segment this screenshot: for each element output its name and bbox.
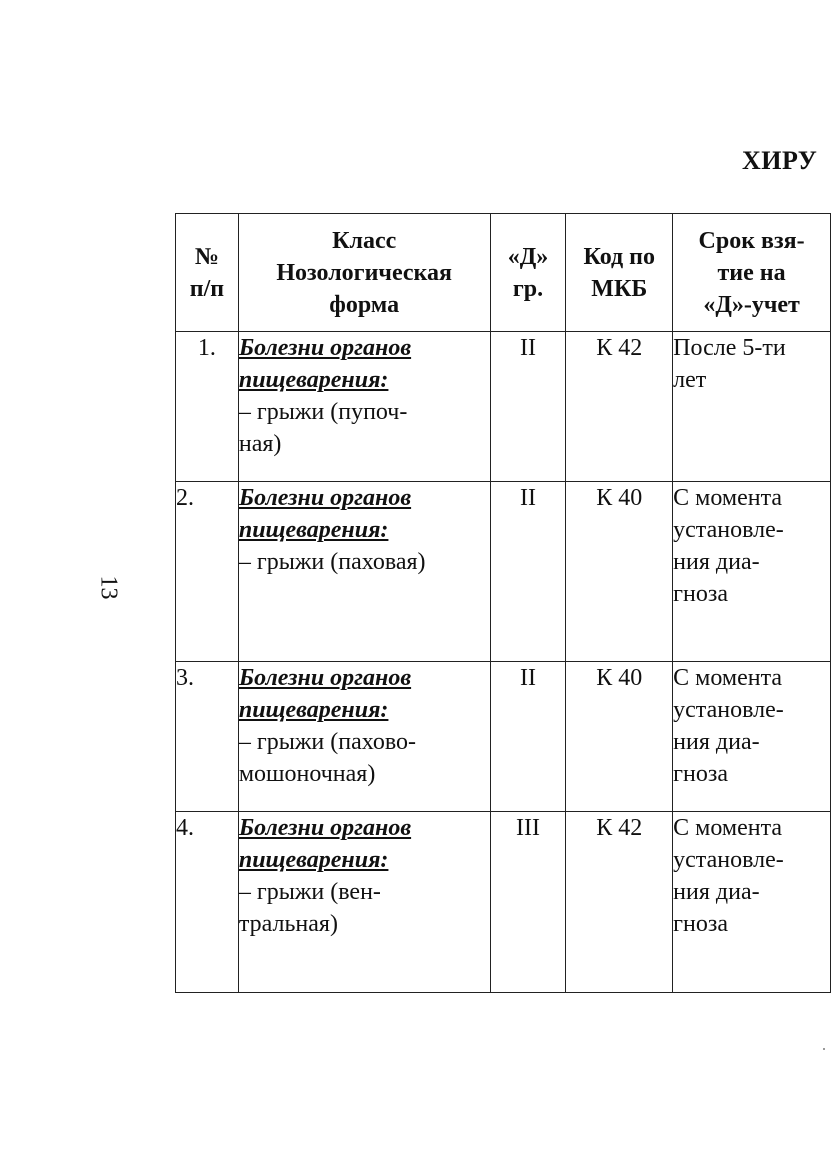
- row-class: [238, 662, 490, 812]
- table-row: [176, 662, 831, 812]
- row-number: 3.: [176, 662, 239, 812]
- nosological-form: – грыжи (пупоч- ная): [238, 399, 408, 457]
- header-group: «Д» гр.: [490, 214, 566, 332]
- table-row: [176, 812, 831, 993]
- header-class: Класс Нозологическая форма: [238, 214, 490, 332]
- row-group: II: [490, 332, 566, 482]
- table-row: [176, 332, 831, 482]
- class-title: Болезни органов пищеварения:: [238, 485, 412, 543]
- class-title: Болезни органов пищеварения:: [238, 335, 412, 393]
- dispensary-table: [175, 213, 831, 993]
- row-class: [238, 482, 490, 662]
- section-heading: ХИРУ: [742, 146, 818, 175]
- row-term: С момента установле- ния диа- гноза: [673, 662, 831, 812]
- nosological-form: – грыжи (пахово- мошоночная): [238, 729, 416, 787]
- row-term: С момента установле- ния диа- гноза: [673, 482, 831, 662]
- class-title: Болезни органов пищеварения:: [238, 665, 412, 723]
- row-term: После 5-ти лет: [673, 332, 831, 482]
- scan-speck: [823, 1048, 825, 1050]
- row-number: 4.: [176, 812, 239, 993]
- row-term: С момента установле- ния диа- гноза: [673, 812, 831, 993]
- row-icd-code: К 42: [566, 812, 673, 993]
- row-icd-code: К 40: [566, 662, 673, 812]
- table-row: [176, 482, 831, 662]
- row-group: III: [490, 812, 566, 993]
- nosological-form: – грыжи (паховая): [238, 549, 426, 575]
- row-class: [238, 332, 490, 482]
- table-header-row: [176, 214, 831, 332]
- row-number: 2.: [176, 482, 239, 662]
- nosological-form: – грыжи (вен- тральная): [238, 879, 381, 937]
- header-term: Срок взя- тие на «Д»-учет: [673, 214, 831, 332]
- page-number: 13: [95, 575, 122, 600]
- row-icd-code: К 40: [566, 482, 673, 662]
- row-icd-code: К 42: [566, 332, 673, 482]
- row-number: 1.: [176, 332, 239, 482]
- row-group: II: [490, 662, 566, 812]
- header-number: № п/п: [176, 214, 239, 332]
- class-title: Болезни органов пищеварения:: [238, 815, 412, 873]
- row-group: II: [490, 482, 566, 662]
- header-icd-code: Код по МКБ: [566, 214, 673, 332]
- row-class: [238, 812, 490, 993]
